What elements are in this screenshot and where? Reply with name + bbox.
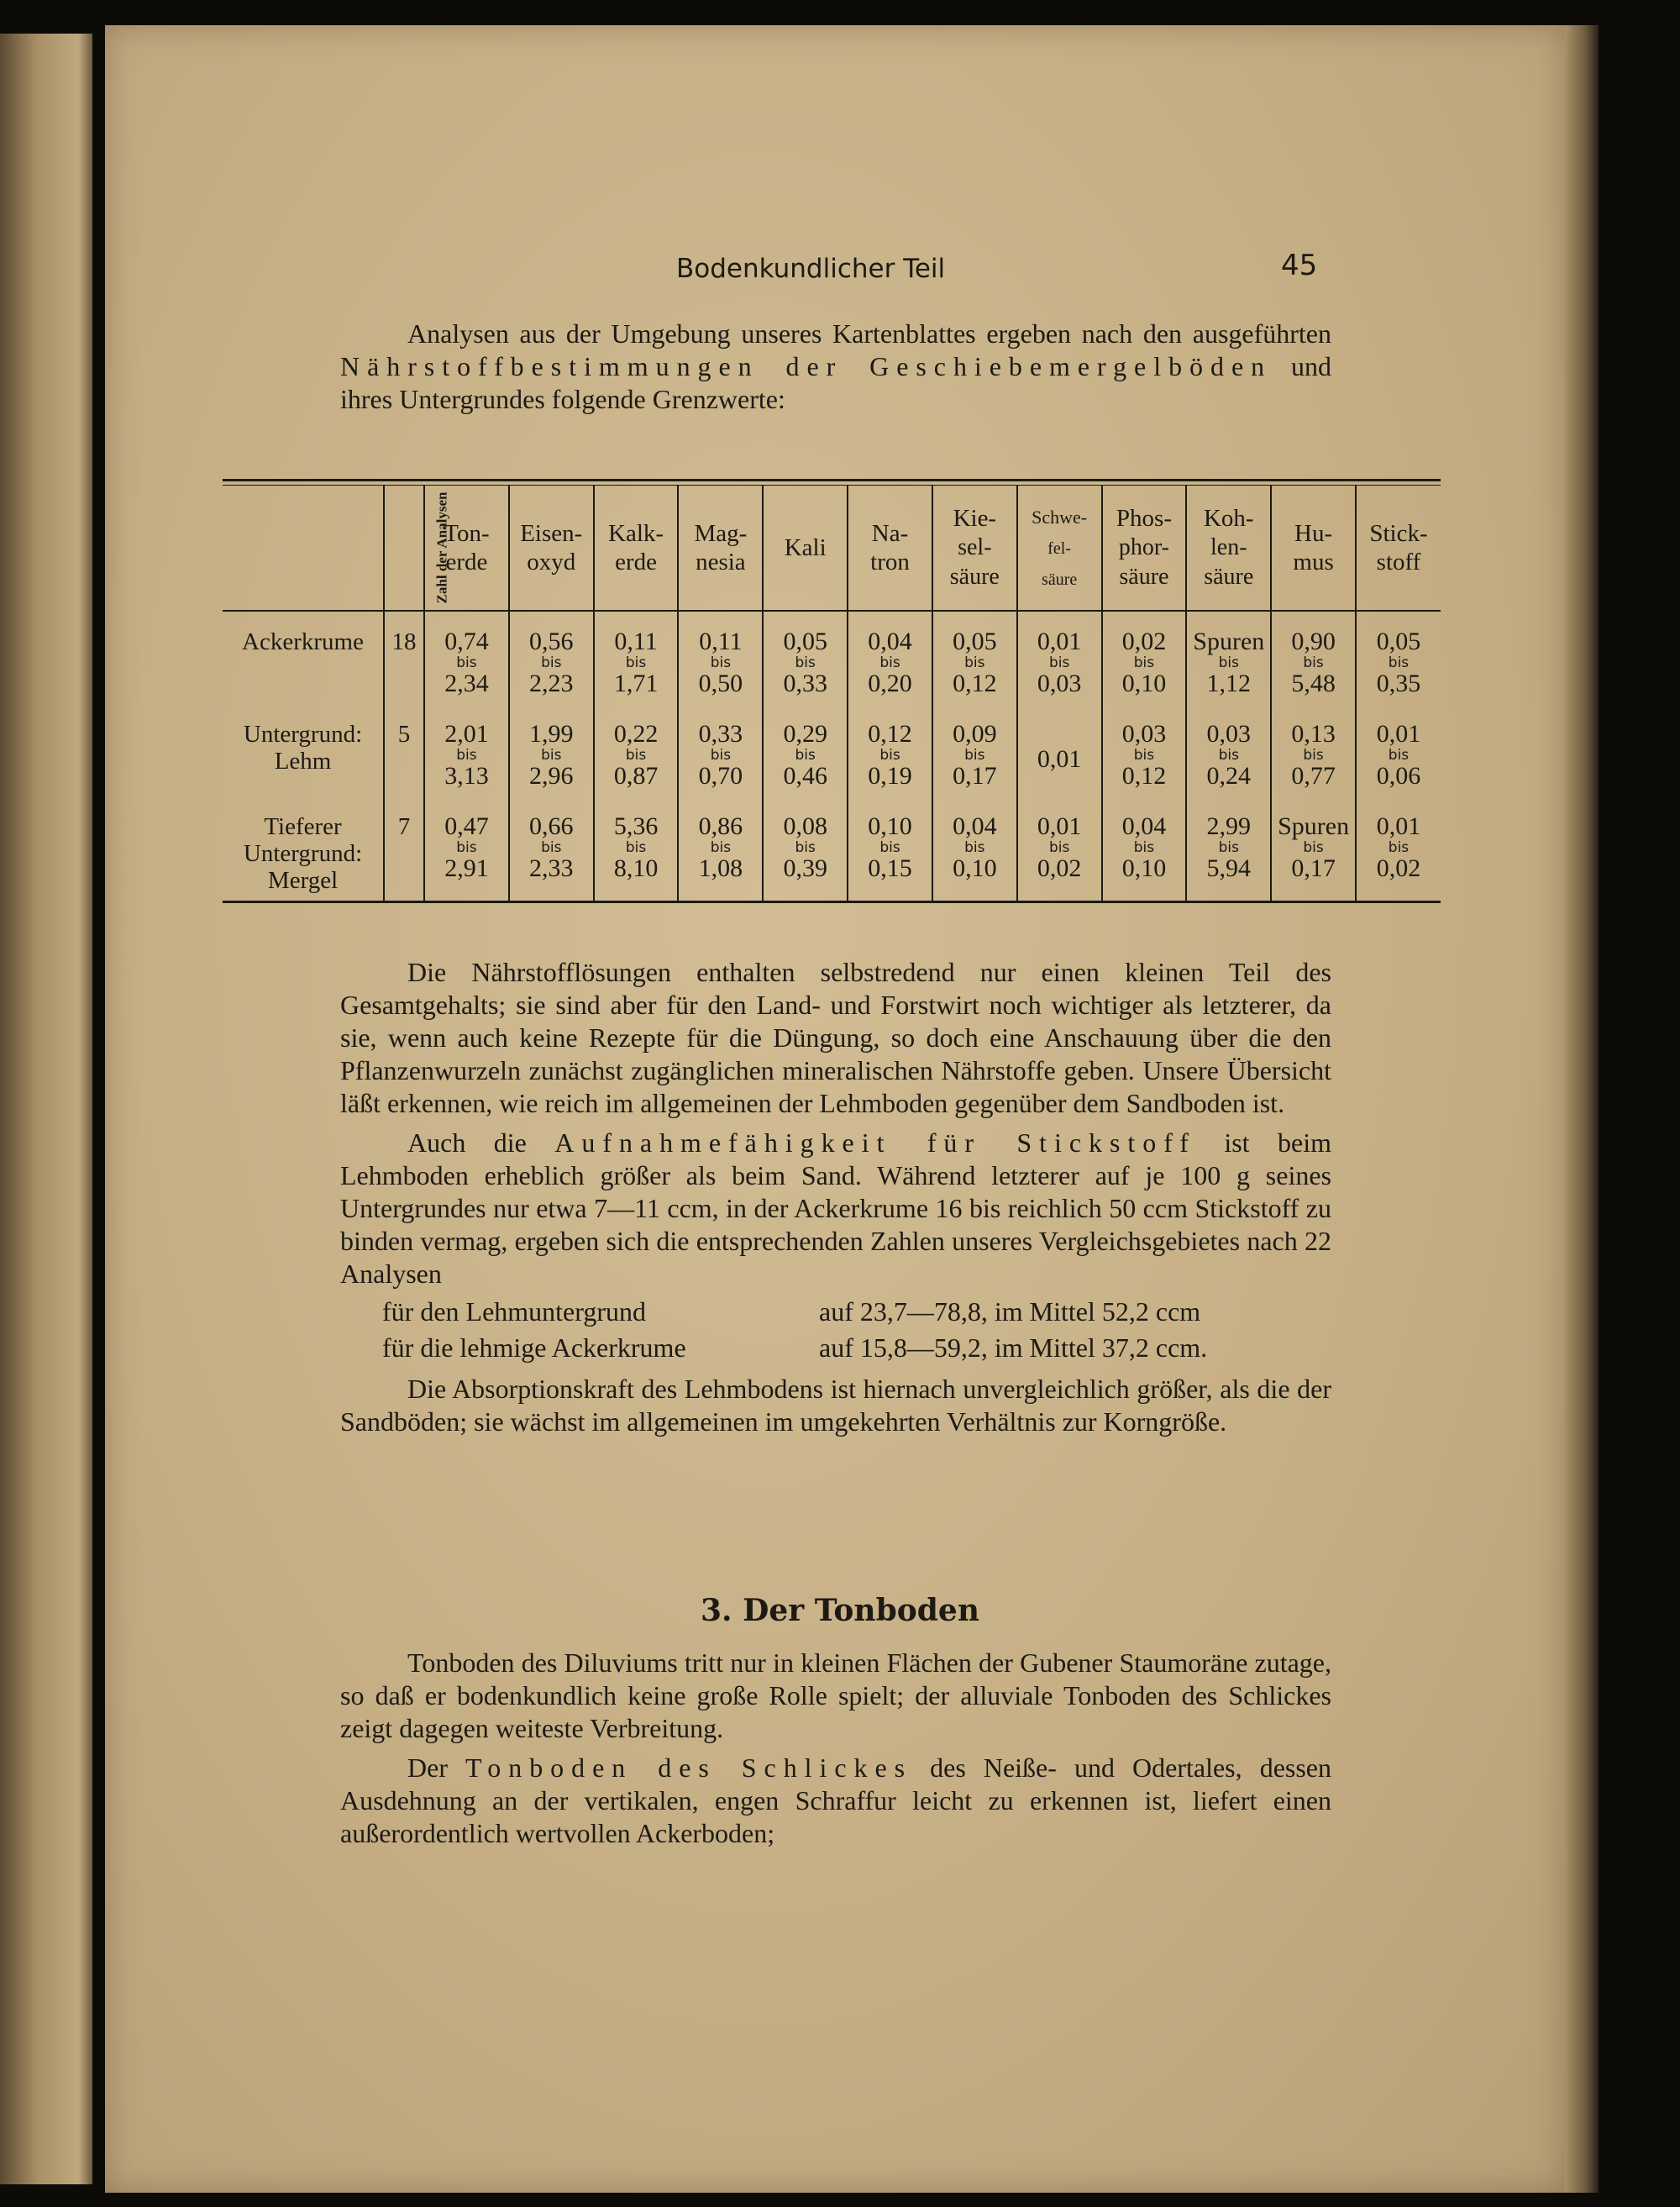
column-header: Kalk- erde bbox=[594, 486, 679, 611]
value-cell: 0,12 bis 0,19 bbox=[848, 716, 932, 808]
page-shadow-edge bbox=[1565, 25, 1599, 2193]
intro-paragraph bbox=[340, 318, 1331, 416]
value-cell: 2,01 bis 3,13 bbox=[424, 716, 509, 808]
paragraph-stickstoff: Auch die Aufnahmefähigkeit für Stickstoff ist beim Lehmboden erheblich größer als beim Sand. Während letzterer auf je 100 g seines Untergrundes nur etwa 7—11 ccm, in der Ackerkrume 16 bis reichlich 50 ccm Stickstoff zu binden vermag, ergeben sich die entsprechenden Zahlen unseres Vergleichsgebietes nach 22 Analysen bbox=[340, 1127, 1331, 1289]
stickstoff-emphasis: Aufnahmefähigkeit für Stickstoff bbox=[554, 1127, 1196, 1158]
value-cell: 0,05 bis 0,12 bbox=[932, 623, 1017, 716]
section-text bbox=[340, 1647, 1331, 1850]
value-cell: 0,90 bis 5,48 bbox=[1271, 623, 1356, 716]
column-header: Mag- nesia bbox=[678, 486, 763, 611]
paragraph-naehrstoffloesungen: Die Nährstofflösungen enthalten selbstredend nur einen kleinen Teil des Gesamtgehalts; sie sind aber für den Land- und Forstwirt noch wichtiger als letzterer, da sie, wenn auch keine Rezepte für die Düngung, so doch eine Anschauung über die den Pflanzenwurzeln zunächst zugänglichen mineralischen Nährstoffe geben. Unsere Übersicht läßt erkennen, wie reich im allgemeinen der Lehmboden gegenüber dem Sandboden ist. bbox=[340, 957, 1331, 1118]
column-header: Eisen- oxyd bbox=[509, 486, 594, 611]
value-cell: Spuren bis 0,17 bbox=[1271, 808, 1356, 901]
table-top-rule bbox=[223, 479, 1441, 486]
value-cell: 0,11 bis 1,71 bbox=[594, 623, 679, 716]
body-text bbox=[340, 956, 1331, 1438]
table-row bbox=[223, 623, 1441, 716]
column-header: Kie- sel- säure bbox=[932, 486, 1017, 611]
row-label-header bbox=[223, 486, 384, 611]
column-header: Stick- stoff bbox=[1356, 486, 1441, 611]
column-header: Ton- erde bbox=[424, 486, 509, 611]
analysis-count: 18 bbox=[384, 623, 424, 716]
value-cell: 0,03 bis 0,12 bbox=[1102, 716, 1187, 808]
value-cell: 0,22 bis 0,87 bbox=[594, 716, 679, 808]
value-cell: 0,10 bis 0,15 bbox=[848, 808, 932, 901]
value-cell: 0,86 bis 1,08 bbox=[678, 808, 763, 901]
schlick-emphasis: Tonboden des Schlickes bbox=[465, 1752, 913, 1783]
section-heading: 3. Der Tonboden bbox=[700, 1593, 979, 1628]
analysis-count: 5 bbox=[384, 716, 424, 808]
value-cell: 0,66 bis 2,33 bbox=[509, 808, 594, 901]
table-row bbox=[223, 716, 1441, 808]
value-cell: 0,02 bis 0,10 bbox=[1102, 623, 1187, 716]
value-cell: 0,56 bis 2,23 bbox=[509, 623, 594, 716]
value-cell: 0,08 bis 0,39 bbox=[763, 808, 848, 901]
facing-page-edge bbox=[0, 34, 92, 2184]
value-cell: 0,01 bis 0,03 bbox=[1017, 623, 1102, 716]
value-cell: 0,47 bis 2,91 bbox=[424, 808, 509, 901]
paragraph-tonboden-diluvium: Tonboden des Diluviums tritt nur in kleinen Flächen der Gubener Staumoräne zutage, so daß er bodenkundlich keine große Rolle spielt; der alluviale Tonboden des Schlickes zeigt dagegen weiteste Verbreitung. bbox=[340, 1647, 1331, 1743]
value-cell: 0,13 bis 0,77 bbox=[1271, 716, 1356, 808]
column-header: Kali bbox=[763, 486, 848, 611]
value-cell: 0,09 bis 0,17 bbox=[932, 716, 1017, 808]
table-bottom-rule bbox=[223, 901, 1441, 903]
value-cell: 0,04 bis 0,10 bbox=[1102, 808, 1187, 901]
analysis-count: 7 bbox=[384, 808, 424, 901]
value-cell: 0,03 bis 0,24 bbox=[1186, 716, 1271, 808]
column-header: Hu- mus bbox=[1271, 486, 1356, 611]
intro-text: Analysen aus der Umgebung unseres Kartenblattes ergeben nach den ausgeführten bbox=[407, 318, 1331, 349]
intro-text-end: und ihres Untergrundes folgende Grenzwerte: bbox=[340, 351, 1331, 414]
value-cell: 0,01 bis 0,06 bbox=[1356, 716, 1441, 808]
value-cell: 5,36 bis 8,10 bbox=[594, 808, 679, 901]
value-cell: 0,74 bis 2,34 bbox=[424, 623, 509, 716]
column-header: Koh- len- säure bbox=[1186, 486, 1271, 611]
column-header: Schwe- fel- säure bbox=[1017, 486, 1102, 611]
value-cell: 0,04 bis 0,20 bbox=[848, 623, 932, 716]
value-cell: 0,29 bis 0,46 bbox=[763, 716, 848, 808]
value-cell: 0,11 bis 0,50 bbox=[678, 623, 763, 716]
analysis-table bbox=[223, 479, 1441, 903]
paragraph-absorptionskraft: Die Absorptionskraft des Lehmbodens ist hiernach unvergleichlich größer, als die der Sandböden; sie wächst im allgemeinen im umgekehrten Verhältnis zur Korngröße. bbox=[340, 1374, 1331, 1437]
count-header: Zahl der Analysen bbox=[384, 486, 424, 611]
value-cell: 0,01 bbox=[1017, 716, 1102, 808]
value-cell: 0,01 bis 0,02 bbox=[1017, 808, 1102, 901]
running-head: Bodenkundlicher Teil bbox=[676, 254, 946, 284]
ackerkrume-line: für die lehmige Ackerkrume auf 15,8—59,2, im Mittel 37,2 ccm. bbox=[382, 1332, 1208, 1363]
row-label: Untergrund: Lehm bbox=[243, 721, 363, 775]
table-row bbox=[223, 808, 1441, 901]
value-cell: 0,33 bis 0,70 bbox=[678, 716, 763, 808]
value-cell: 0,05 bis 0,33 bbox=[763, 623, 848, 716]
paragraph-tonboden-schlick: Der Tonboden des Schlickes des Neiße- und Odertales, dessen Ausdehnung an der vertikalen, engen Schraffur leicht zu erkennen ist, liefert einen außerordentlich wertvollen Ackerboden; bbox=[340, 1752, 1332, 1848]
row-label: Tieferer Untergrund: Mergel bbox=[243, 813, 363, 894]
lehmuntergrund-line: für den Lehmuntergrund auf 23,7—78,8, im Mittel 52,2 ccm bbox=[382, 1296, 1201, 1327]
value-cell: Spuren bis 1,12 bbox=[1186, 623, 1271, 716]
row-label: Ackerkrume bbox=[242, 628, 364, 655]
value-cell: 0,04 bis 0,10 bbox=[932, 808, 1017, 901]
value-cell: 0,05 bis 0,35 bbox=[1356, 623, 1441, 716]
value-cell: 2,99 bis 5,94 bbox=[1186, 808, 1271, 901]
page-number: 45 bbox=[1281, 249, 1318, 282]
table-header-row bbox=[223, 486, 1441, 611]
intro-emphasis: Nährstoffbestimmungen der Geschiebemergelböden bbox=[340, 351, 1273, 381]
value-cell: 1,99 bis 2,96 bbox=[509, 716, 594, 808]
column-header: Phos- phor- säure bbox=[1102, 486, 1187, 611]
value-cell: 0,01 bis 0,02 bbox=[1356, 808, 1441, 901]
column-header: Na- tron bbox=[848, 486, 932, 611]
